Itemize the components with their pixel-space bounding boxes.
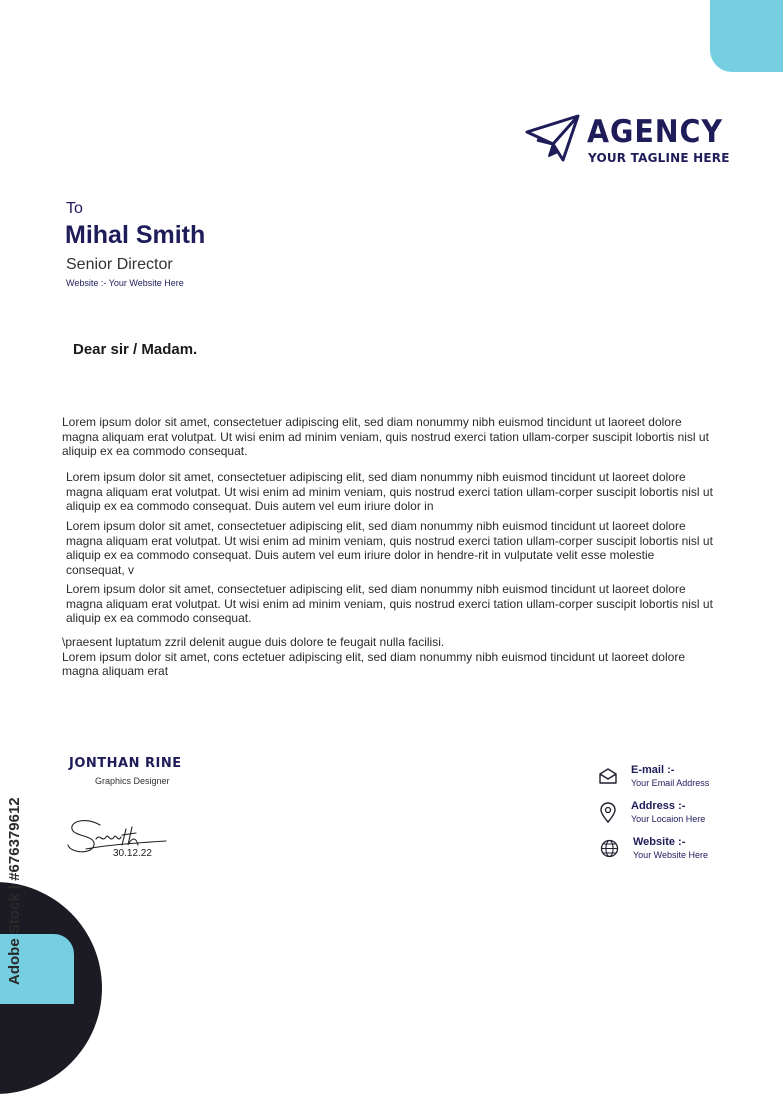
- paragraph-text: Lorem ipsum dolor sit amet, consectetuer adipiscing elit, sed diam nonummy nibh euismod tincidunt ut laoreet dolore magna aliquam erat volutpat. Ut wisi enim ad minim veniam, quis nostrud exerci tation ullam-corper suscipit lobortis nisl ut aliquip ex ea commodo consequat. Duis autem vel eum iriure dolor in hendre-rit in vulputate velit esse molestie consequat, v: [66, 519, 713, 577]
- recipient-website: Website :- Your Website Here: [66, 278, 184, 288]
- paragraph-text: Lorem ipsum dolor sit amet, consectetuer adipiscing elit, sed diam nonummy nibh euismod tincidunt ut laoreet dolore magna aliquam erat volutpat. Ut wisi enim ad minim veniam, quis nostrud exerci tation ullam-corper suscipit lobortis nisl ut aliquip ex ea commodo consequat.: [62, 415, 709, 458]
- brand-name: AGENCY: [587, 114, 723, 150]
- paper-plane-icon: [525, 114, 581, 164]
- top-right-corner-accent: [710, 0, 783, 72]
- recipient-name: Mihal Smith: [65, 221, 206, 249]
- brand-tagline: YOUR TAGLINE HERE: [588, 151, 730, 165]
- to-label: To: [66, 200, 83, 217]
- envelope-icon: [598, 767, 618, 785]
- address-label: Address :-: [631, 800, 686, 812]
- letter-paragraph: [66, 470, 716, 514]
- signature-date: 30.12.22: [113, 848, 152, 859]
- address-value: Your Locaion Here: [631, 814, 706, 824]
- salutation: Dear sir / Madam.: [73, 341, 198, 358]
- sender-role: Graphics Designer: [95, 776, 170, 786]
- paragraph-text: Lorem ipsum dolor sit amet, consectetuer adipiscing elit, sed diam nonummy nibh euismod tincidunt ut laoreet dolore magna aliquam erat volutpat. Ut wisi enim ad minim veniam, quis nostrud exerci tation ullam-corper suscipit lobortis nisl ut aliquip ex ea commodo consequat.: [66, 582, 713, 625]
- sender-name: JONTHAN RINE: [69, 756, 182, 771]
- letter-paragraph: [66, 582, 716, 626]
- letter-paragraph: [66, 519, 716, 577]
- globe-icon: [600, 839, 619, 858]
- website-value: Your Website Here: [633, 850, 709, 860]
- email-label: E-mail :-: [631, 764, 675, 776]
- location-pin-icon: [600, 802, 616, 823]
- paragraph-text: \praesent luptatum zzril delenit augue duis dolore te feugait nulla facilisi.: [62, 635, 445, 649]
- website-label: Website :-: [633, 836, 686, 848]
- recipient-title: Senior Director: [66, 256, 173, 273]
- letter-paragraph: [62, 415, 716, 459]
- stock-watermark: Adobe Stock | #676379612: [6, 797, 23, 985]
- paragraph-text: Lorem ipsum dolor sit amet, cons ectetuer adipiscing elit, sed diam nonummy nibh euismod tincidunt ut laoreet dolore magna aliquam erat: [62, 649, 685, 678]
- paragraph-text: Lorem ipsum dolor sit amet, consectetuer adipiscing elit, sed diam nonummy nibh euismod tincidunt ut laoreet dolore magna aliquam erat volutpat. Ut wisi enim ad minim veniam, quis nostrud exerci tation ullam-corper suscipit lobortis nisl ut aliquip ex ea commodo consequat. Duis autem vel eum iriure dolor in: [66, 470, 713, 513]
- email-value: Your Email Address: [631, 778, 710, 788]
- letter-paragraph: [62, 635, 716, 679]
